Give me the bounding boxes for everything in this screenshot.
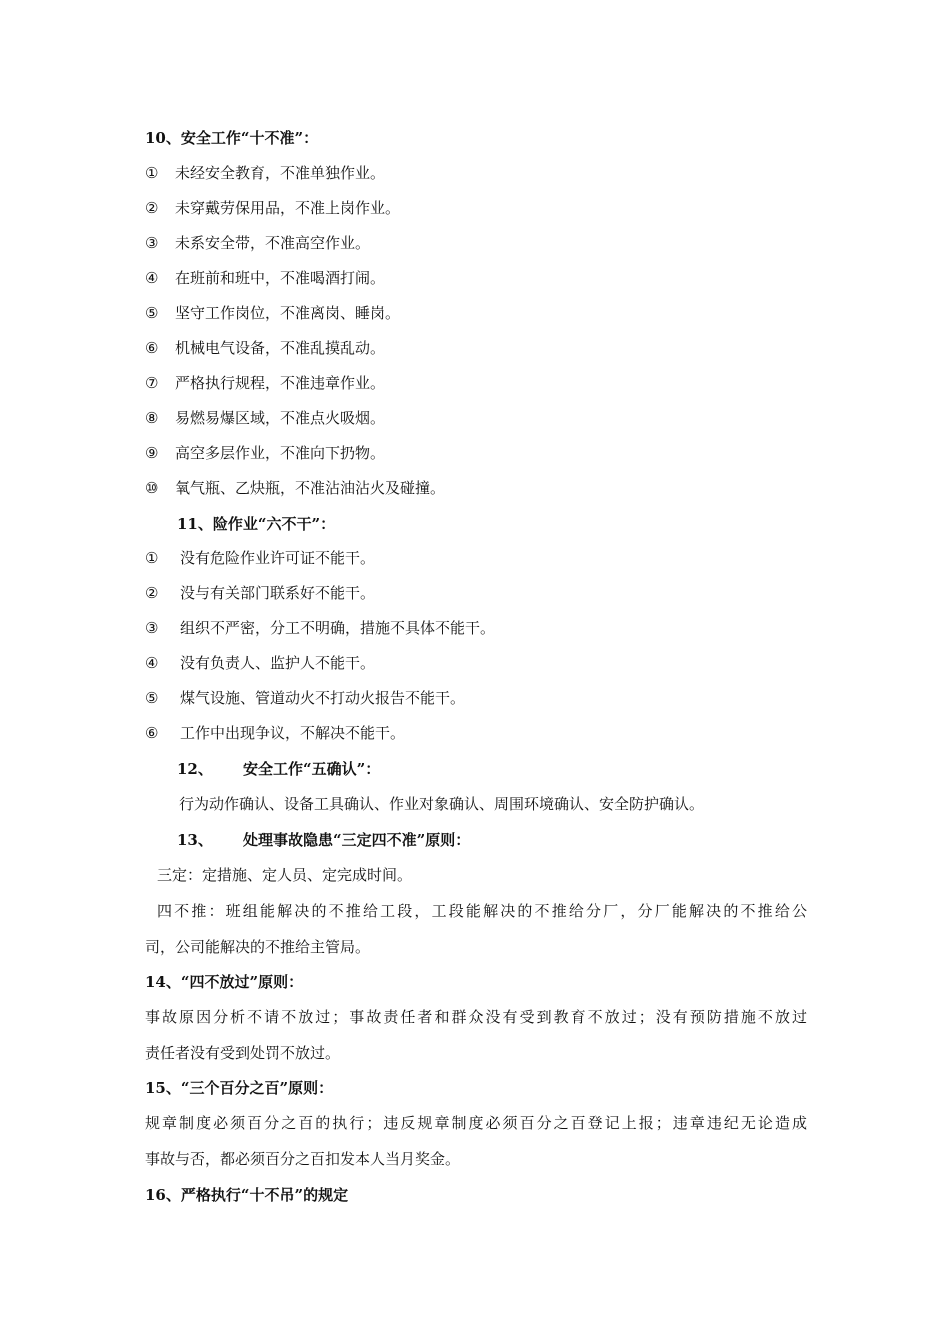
item-text: 没有危险作业许可证不能干。 [180,549,376,567]
item-number: ⑧ [145,409,159,427]
list-item [145,233,810,253]
item-number: ⑤ [145,689,159,707]
section-11-heading: 11、险作业“六不干”： [177,515,336,533]
section-14-line-2: 责任者没有受到处罚不放过。 [145,1044,341,1062]
item-number: ① [145,549,159,567]
section-13-line-3: 司，公司能解决的不推给主管局。 [145,938,371,956]
list-item [145,688,810,708]
item-number: ① [145,164,159,182]
item-text: 没有负责人、监护人不能干。 [180,654,376,672]
item-text: 未经安全教育，不准单独作业。 [175,164,386,182]
section-title: 安全工作“五确认”： [243,760,381,778]
item-number: ③ [145,619,159,637]
item-text: 未穿戴劳保用品，不准上岗作业。 [175,199,401,217]
item-text: 高空多层作业，不准向下扔物。 [175,444,386,462]
item-text: 严格执行规程，不准违章作业。 [175,374,386,392]
section-number: 13、 [177,831,213,849]
item-text: 煤气设施、管道动火不打动火报告不能干。 [180,689,466,707]
section-16-heading: 16、严格执行“十不吊”的规定 [145,1186,349,1204]
list-item [145,478,810,498]
section-title: 处理事故隐患“三定四不准”原则： [243,831,471,849]
item-number: ⑥ [145,339,159,357]
list-item [145,303,810,323]
item-number: ⑦ [145,374,159,392]
item-text: 在班前和班中，不准喝酒打闹。 [175,269,386,287]
section-15-line-2: 事故与否，都必须百分之百扣发本人当月奖金。 [145,1150,461,1168]
list-item [145,338,810,358]
item-number: ④ [145,654,159,672]
section-10-heading: 10、安全工作“十不准”： [145,129,319,147]
item-number: ② [145,584,159,602]
item-text: 坚守工作岗位，不准离岗、睡岗。 [175,304,401,322]
section-14-line-1: 事故原因分析不请不放过；事故责任者和群众没有受到教育不放过；没有预防措施不放过 [145,1008,807,1026]
section-12-body: 行为动作确认、设备工具确认、作业对象确认、周围环境确认、安全防护确认。 [179,795,705,813]
list-item [145,268,810,288]
section-14-heading: 14、“四不放过”原则： [145,973,304,991]
list-item [145,618,810,638]
item-number: ③ [145,234,159,252]
item-text: 易燃易爆区域，不准点火吸烟。 [175,409,386,427]
list-item [145,198,810,218]
section-15-heading: 15、“三个百分之百”原则： [145,1079,334,1097]
list-item [145,723,810,743]
section-13-heading [177,830,842,850]
item-text: 组织不严密，分工不明确，措施不具体不能干。 [180,619,496,637]
list-item [145,583,810,603]
item-number: ④ [145,269,159,287]
item-number: ⑥ [145,724,159,742]
list-item [145,443,810,463]
item-text: 没与有关部门联系好不能干。 [180,584,376,602]
list-item [145,653,810,673]
item-number: ⑤ [145,304,159,322]
section-13-line-1: 三定：定措施、定人员、定完成时间。 [157,866,413,884]
item-number: ⑩ [145,479,159,497]
section-12-heading [177,759,842,779]
item-text: 氧气瓶、乙炔瓶，不准沾油沾火及碰撞。 [175,479,446,497]
list-item [145,408,810,428]
list-item [145,373,810,393]
item-number: ⑨ [145,444,159,462]
item-text: 机械电气设备，不准乱摸乱动。 [175,339,386,357]
list-item [145,163,810,183]
item-text: 工作中出现争议，不解决不能干。 [180,724,406,742]
item-number: ② [145,199,159,217]
list-item [145,548,810,568]
section-13-line-2: 四不推：班组能解决的不推给工段，工段能解决的不推给分厂，分厂能解决的不推给公 [157,902,807,920]
item-text: 未系安全带，不准高空作业。 [175,234,371,252]
section-15-line-1: 规章制度必须百分之百的执行；违反规章制度必须百分之百登记上报；违章违纪无论造成 [145,1114,807,1132]
section-number: 12、 [177,760,213,778]
